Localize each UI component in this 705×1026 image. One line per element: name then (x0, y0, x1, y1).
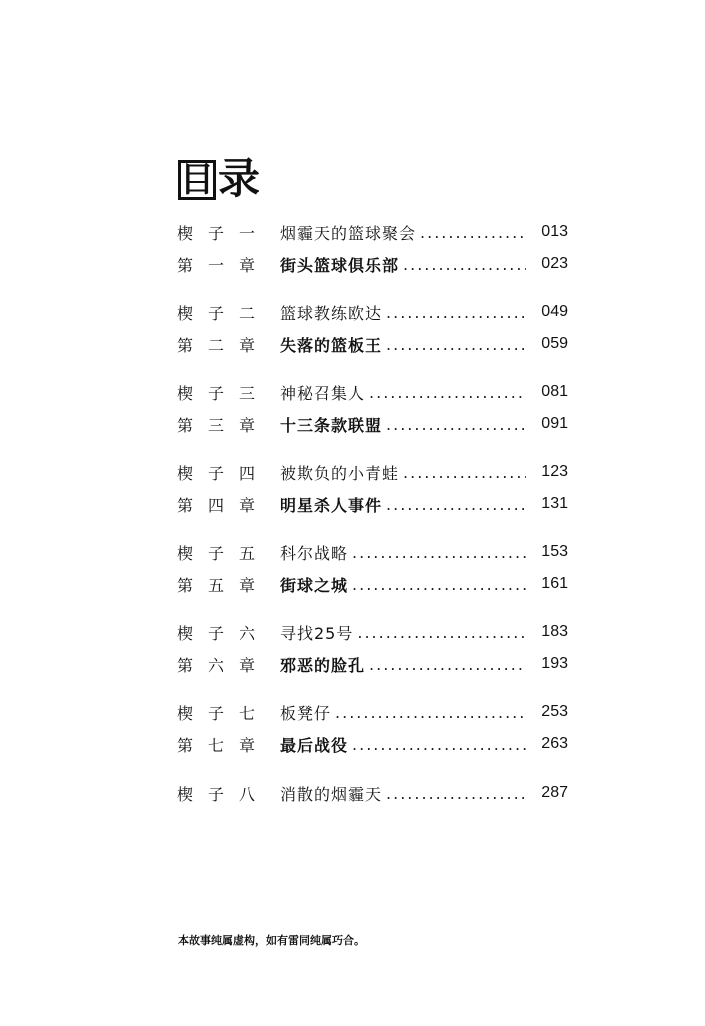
toc-entry-label-char: 第 (176, 415, 193, 435)
toc-entry-title: 邪恶的脸孔 (280, 655, 366, 675)
dot-leader (386, 784, 526, 803)
toc-entry-label-char: 楔 (176, 303, 193, 323)
title-rest-char: 录 (218, 154, 261, 203)
toc-entry-title: 科尔战略 (280, 543, 349, 563)
toc-entry-label (176, 733, 280, 756)
toc-entry-page-number: 253 (541, 703, 568, 720)
toc-entry-page-number: 059 (541, 335, 568, 352)
toc-entry-title: 被欺负的小青蛙 (280, 463, 400, 483)
toc-entry[interactable] (176, 379, 568, 405)
toc-entry-label-char: 章 (238, 495, 255, 515)
toc-entry-label-char: 楔 (176, 784, 193, 804)
toc-entry-label-char: 二 (207, 335, 224, 355)
toc-entry-label (176, 653, 280, 676)
toc-entry-page-number: 153 (541, 543, 568, 560)
toc-entry[interactable] (176, 219, 568, 245)
dot-leader (352, 543, 526, 562)
toc-entry[interactable] (176, 731, 568, 757)
toc-entry-label (176, 701, 280, 724)
toc-entry-title: 失落的篮板王 (280, 335, 383, 355)
dot-leader (352, 575, 526, 594)
toc-entry-title: 十三条款联盟 (280, 415, 383, 435)
toc-entry-page-number: 161 (541, 575, 568, 592)
toc-entry-label (176, 413, 280, 436)
toc-entry-label-char: 楔 (176, 463, 193, 483)
toc-entry-label-char: 章 (238, 655, 255, 675)
dot-leader (335, 703, 526, 722)
toc-entry-label-char: 一 (207, 255, 224, 275)
toc-entry-label-char: 子 (207, 303, 224, 323)
toc-entry-label (176, 541, 280, 564)
toc-entry-page-number: 081 (541, 383, 568, 400)
toc-entry-label (176, 621, 280, 644)
toc-entry-title: 寻找25号 (280, 623, 354, 643)
dot-leader (352, 735, 526, 754)
toc-entry-title: 明星杀人事件 (280, 495, 383, 515)
toc-entry-label-char: 四 (238, 463, 255, 483)
toc-entry-page-number: 287 (541, 784, 568, 801)
title-boxed-char: 目 (180, 160, 214, 200)
toc-entry-label-char: 子 (207, 703, 224, 723)
toc-entry-label-char: 章 (238, 255, 255, 275)
toc-entry[interactable] (176, 619, 568, 645)
dot-leader (369, 655, 526, 674)
toc-entry-label-char: 八 (238, 784, 255, 804)
toc-entry[interactable] (176, 251, 568, 277)
toc-entry-label-char: 第 (176, 255, 193, 275)
toc-entry-title: 神秘召集人 (280, 383, 366, 403)
dot-leader (386, 335, 526, 354)
toc-entry[interactable] (176, 331, 568, 357)
toc-entry[interactable] (176, 299, 568, 325)
dot-leader (420, 223, 526, 242)
toc-entry-label-char: 五 (238, 543, 255, 563)
toc-entry-label-char: 子 (207, 623, 224, 643)
toc-entry-label-char: 第 (176, 735, 193, 755)
toc-entry-label-char: 第 (176, 655, 193, 675)
toc-entry[interactable] (176, 491, 568, 517)
page-title (178, 150, 261, 203)
toc-entry-label (176, 493, 280, 516)
toc-entry-label-char: 七 (207, 735, 224, 755)
dot-leader (369, 383, 526, 402)
toc-entry-label (176, 301, 280, 324)
toc-entry-label-char: 第 (176, 335, 193, 355)
toc-entry-label-char: 六 (238, 623, 255, 643)
toc-entry-label-char: 章 (238, 415, 255, 435)
toc-entry-page-number: 091 (541, 415, 568, 432)
toc-entry-page-number: 263 (541, 735, 568, 752)
toc-entry-label-char: 子 (207, 383, 224, 403)
dot-leader (386, 415, 526, 434)
toc-entry-title: 板凳仔 (280, 703, 332, 723)
toc-entry-label (176, 573, 280, 596)
toc-entry[interactable] (176, 651, 568, 677)
toc-entry-title: 街头篮球俱乐部 (280, 255, 400, 275)
toc-entry[interactable] (176, 539, 568, 565)
toc-entry-page-number: 131 (541, 495, 568, 512)
toc-entry-label (176, 782, 280, 805)
toc-entry-page-number: 023 (541, 255, 568, 272)
toc-entry-label-char: 三 (238, 383, 255, 403)
toc-entry[interactable] (176, 411, 568, 437)
dot-leader (403, 255, 526, 274)
dot-leader (403, 463, 526, 482)
toc-entry-label (176, 333, 280, 356)
toc-entry-label-char: 七 (238, 703, 255, 723)
toc-entry-title: 最后战役 (280, 735, 349, 755)
toc-entry-label-char: 二 (238, 303, 255, 323)
toc-entry-label-char: 章 (238, 735, 255, 755)
toc-entry-page-number: 193 (541, 655, 568, 672)
toc-entry-title: 街球之城 (280, 575, 349, 595)
toc-entry-page-number: 123 (541, 463, 568, 480)
toc-entry-label-char: 五 (207, 575, 224, 595)
toc-entry-label (176, 381, 280, 404)
toc-entry-label-char: 章 (238, 335, 255, 355)
toc-entry[interactable] (176, 780, 568, 806)
toc-entry-label-char: 楔 (176, 383, 193, 403)
toc-entry-label (176, 221, 280, 244)
toc-entry-label-char: 六 (207, 655, 224, 675)
toc-entry-label-char: 楔 (176, 223, 193, 243)
toc-entry-label-char: 子 (207, 223, 224, 243)
toc-entry-label-char: 三 (207, 415, 224, 435)
toc-entry-title: 篮球教练欧达 (280, 303, 383, 323)
toc-entry-label-char: 第 (176, 575, 193, 595)
toc-entry[interactable] (176, 571, 568, 597)
toc-entry[interactable] (176, 699, 568, 725)
toc-entry-label-char: 章 (238, 575, 255, 595)
toc-entry[interactable] (176, 459, 568, 485)
toc-entry-label-char: 楔 (176, 543, 193, 563)
toc-entry-page-number: 183 (541, 623, 568, 640)
toc-entry-label-char: 第 (176, 495, 193, 515)
toc-entry-label (176, 253, 280, 276)
toc-entry-label-char: 子 (207, 463, 224, 483)
toc-entry-label-char: 楔 (176, 703, 193, 723)
toc-entry-page-number: 049 (541, 303, 568, 320)
toc-entry-label-char: 子 (207, 784, 224, 804)
toc-entry-title: 烟霾天的篮球聚会 (280, 223, 417, 243)
toc-entry-label-char: 子 (207, 543, 224, 563)
toc-entry-label-char: 四 (207, 495, 224, 515)
dot-leader (386, 495, 526, 514)
toc-entry-label (176, 461, 280, 484)
toc-entry-label-char: 楔 (176, 623, 193, 643)
toc-entry-label-char: 一 (238, 223, 255, 243)
dot-leader (357, 623, 526, 642)
disclaimer-footnote: 本故事纯属虚构，如有雷同纯属巧合。 (178, 934, 365, 947)
toc-entry-page-number: 013 (541, 223, 568, 240)
dot-leader (386, 303, 526, 322)
toc-entry-title: 消散的烟霾天 (280, 784, 383, 804)
